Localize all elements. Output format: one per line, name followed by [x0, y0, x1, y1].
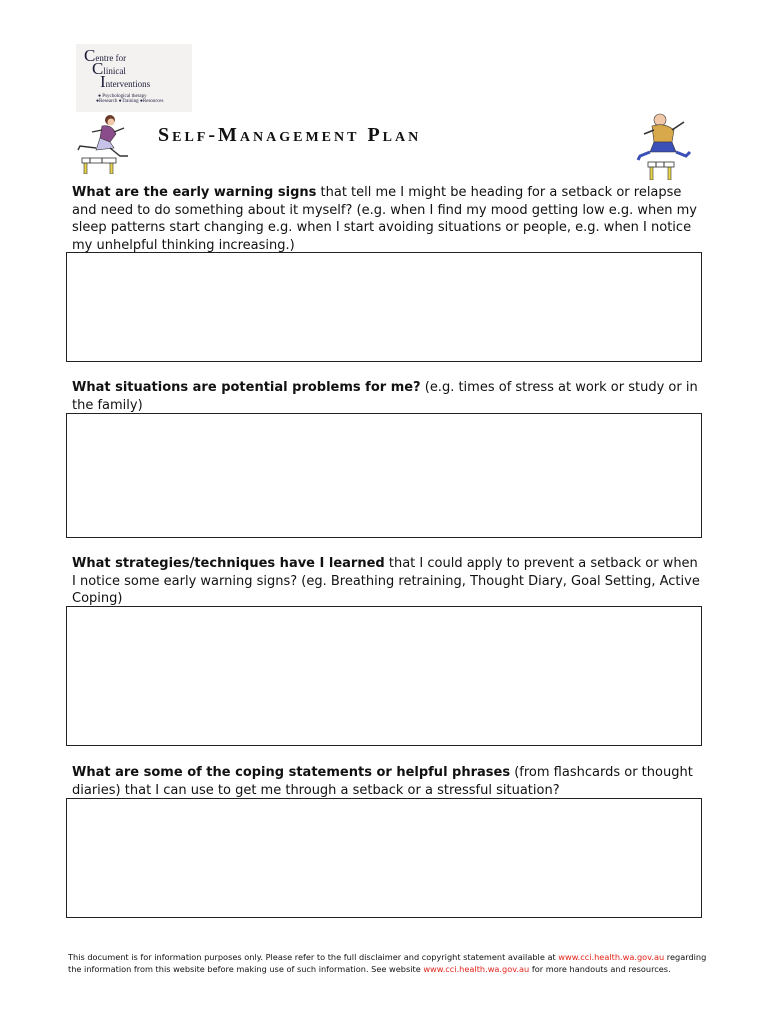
cci-logo [76, 44, 192, 112]
question-early-warning-signs [72, 184, 702, 254]
question-bold-lead: What situations are potential problems for me? [72, 380, 421, 395]
answer-box-potential-problems[interactable] [66, 413, 702, 538]
logo-line-1: Centre for [84, 46, 127, 65]
logo-tagline-1: ● Psychological therapy [98, 94, 147, 99]
hurdler-man-clipart [634, 112, 694, 180]
logo-line-2: Clinical [92, 59, 126, 78]
question-coping-statements [72, 764, 702, 799]
hurdler-woman-clipart [74, 112, 140, 174]
question-text: (e.g. times of stress at work or study or in the family) [72, 380, 698, 413]
answer-box-coping-statements[interactable] [66, 798, 702, 918]
question-bold-lead: What are some of the coping statements or helpful phrases [72, 765, 511, 780]
logo-line-3: Interventions [100, 72, 151, 91]
question-potential-problems [72, 379, 702, 414]
footer-text-2: regarding the information from this website before making use of such information. See website [68, 952, 707, 974]
question-text: (from flashcards or thought diaries) that I can use to get me through a setback or a stressful situation? [72, 765, 693, 798]
footer-text-3: for more handouts and resources. [529, 963, 671, 974]
answer-box-strategies-learned[interactable] [66, 606, 702, 746]
logo-tagline-2: ●Research ●Training ●Resources [96, 99, 164, 104]
answer-box-early-warning-signs[interactable] [66, 252, 702, 362]
question-bold-lead: What are the early warning signs [72, 185, 317, 200]
page-title: Self-Management Plan [158, 124, 422, 146]
question-text: that I could apply to prevent a setback or when I notice some early warning signs? (eg. Breathing retraining, Thought Diary, Goal Setting, Active Coping) [72, 556, 700, 606]
question-strategies-learned [72, 555, 702, 608]
footer-link-1[interactable]: www.cci.health.wa.gov.au [558, 952, 665, 962]
footer-link-2[interactable]: www.cci.health.wa.gov.au [423, 963, 530, 974]
footer-disclaimer [68, 952, 718, 975]
question-text: that tell me I might be heading for a setback or relapse and need to do something about it myself? (e.g. when I find my mood getting low e.g. when my sleep patterns start changing e.g. when I start avoiding situations or people, e.g. when I notice my unhelpful thinking increasing.) [72, 185, 697, 253]
footer-text-1: This document is for information purposes only. Please refer to the full disclaimer and copyright statement available at [68, 952, 559, 962]
question-bold-lead: What strategies/techniques have I learned [72, 556, 385, 571]
